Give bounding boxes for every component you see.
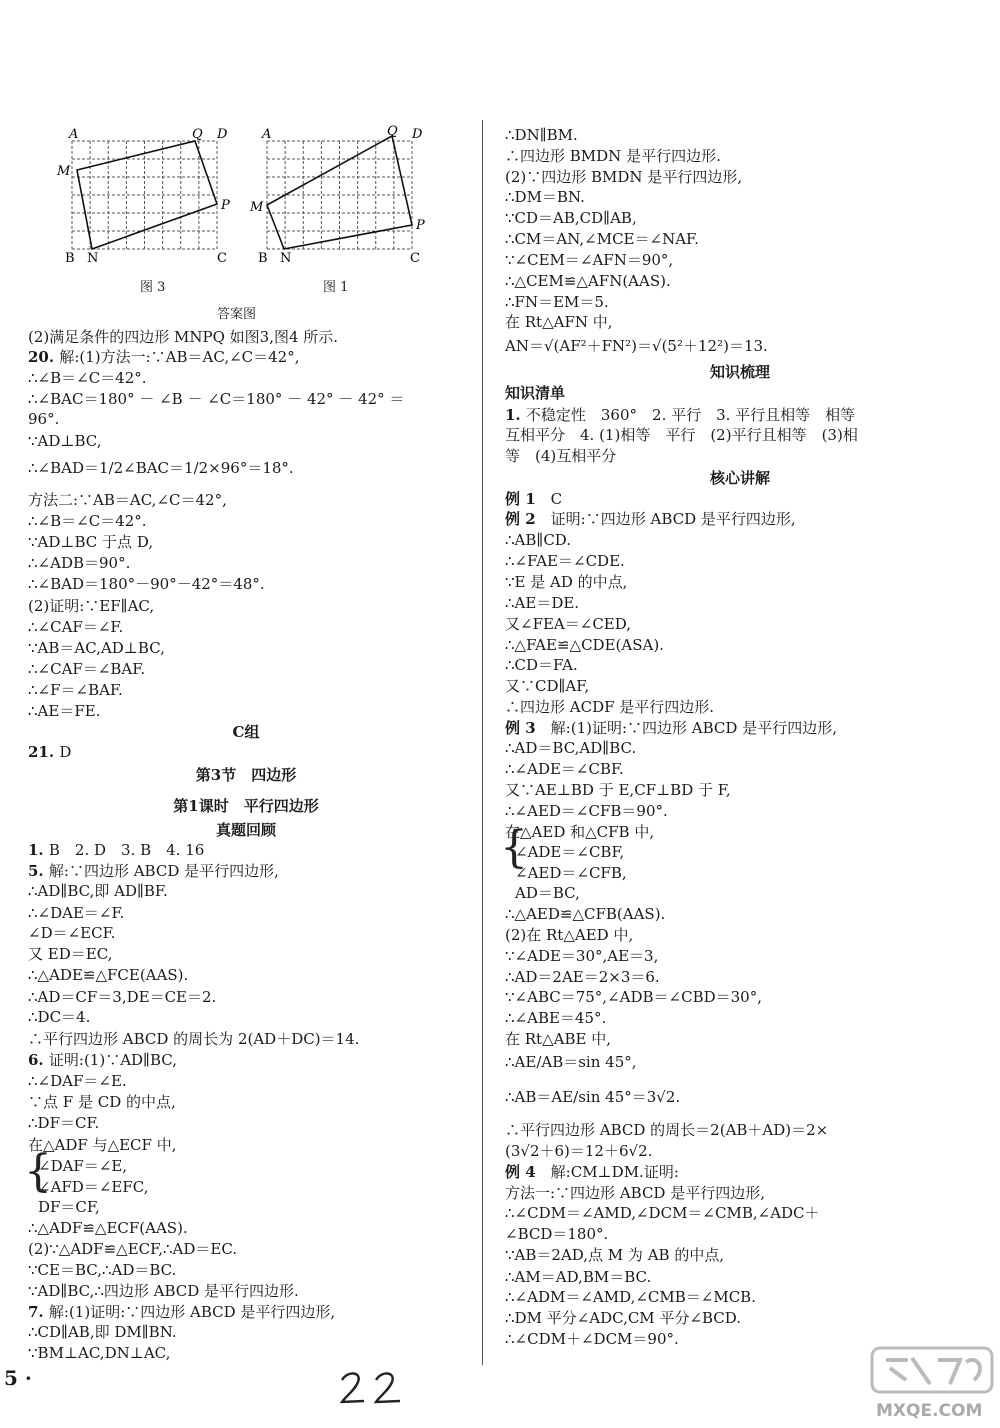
- answer-figure-caption: 答案图: [217, 307, 257, 322]
- left-line: ∴∠BAD＝1/2∠BAC＝1/2×96°＝18°.: [28, 459, 294, 477]
- right-line: (3√2＋6)＝12＋6√2.: [505, 1142, 653, 1160]
- label-M: M: [57, 164, 71, 179]
- left-line: ∴∠CAF＝∠BAF.: [28, 660, 146, 678]
- left-line: ∴∠BAC＝180° － ∠B － ∠C＝180° － 42° － 42° ＝: [28, 390, 405, 408]
- label-A: A: [69, 127, 79, 142]
- grid-figure-3-svg: [55, 125, 245, 265]
- right-line: ∴△CEM≌△AFN(AAS).: [505, 272, 671, 290]
- left-line: ∴∠BAD＝180°－90°－42°＝48°.: [28, 575, 265, 593]
- right-line: ∴CD＝FA.: [505, 656, 578, 674]
- right-line: 例 1 C: [505, 490, 563, 508]
- handwritten-note: [338, 1368, 418, 1408]
- item-number: 1.: [505, 406, 526, 424]
- label-N: N: [87, 251, 99, 265]
- right-line: 例 2 证明:∵四边形 ABCD 是平行四边形,: [505, 510, 796, 528]
- right-line: 在△AED 和△CFB 中,: [505, 823, 655, 841]
- right-line: 例 4 解:CM⊥DM.证明:: [505, 1163, 679, 1181]
- right-line: 又∵CD∥AF,: [505, 677, 590, 695]
- left-line: ∴AD＝CF＝3,DE＝CE＝2.: [28, 988, 217, 1006]
- right-line: 知识梳理: [709, 363, 770, 381]
- right-line: ∴△AED≌△CFB(AAS).: [505, 905, 666, 923]
- label-P: P: [221, 198, 230, 213]
- right-line: (2)在 Rt△AED 中,: [505, 926, 634, 944]
- left-line: ∴DF＝CF.: [28, 1114, 100, 1132]
- right-line: 又∵AE⊥BD 于 E,CF⊥BD 于 F,: [505, 781, 731, 799]
- right-line: 互相平分 4. (1)相等 平行 (2)平行且相等 (3)相: [505, 426, 858, 444]
- label-Q: Q: [387, 125, 398, 139]
- right-line: ∴CM＝AN,∠MCE＝∠NAF.: [505, 230, 699, 248]
- right-line: ∠ADE＝∠CBF,: [515, 843, 625, 861]
- right-line: ∴DM 平分∠ADC,CM 平分∠BCD.: [505, 1309, 742, 1327]
- item-number: 例 1: [505, 490, 536, 508]
- left-line: ∠AFD＝∠EFC,: [38, 1178, 149, 1196]
- left-line: (2)满足条件的四边形 MNPQ 如图3,图4 所示.: [28, 328, 339, 346]
- left-line: ∴∠B＝∠C＝42°.: [28, 369, 147, 387]
- left-line: ∵AD⊥BC 于点 D,: [28, 533, 154, 551]
- right-line: ∴平行四边形 ABCD 的周长＝2(AB＋AD)＝2×: [505, 1121, 829, 1139]
- left-line: 真题回顾: [215, 821, 276, 839]
- label-D: D: [412, 127, 423, 142]
- left-line: 方法二:∵AB＝AC,∠C＝42°,: [28, 491, 227, 509]
- left-line: 21. D: [28, 743, 72, 761]
- right-line: ∴∠ABE＝45°.: [505, 1009, 607, 1027]
- right-line: ∴AM＝AD,BM＝BC.: [505, 1268, 652, 1286]
- right-line: ∴FN＝EM＝5.: [505, 293, 609, 311]
- label-C: C: [410, 251, 420, 265]
- right-line: 例 3 解:(1)证明:∵四边形 ABCD 是平行四边形,: [505, 719, 837, 737]
- right-line: ∴∠FAE＝∠CDE.: [505, 552, 625, 570]
- right-line: ∴AD＝2AE＝2×3＝6.: [505, 968, 660, 986]
- right-line: 又∠FEA＝∠CED,: [505, 615, 632, 633]
- item-number: 例 3: [505, 719, 536, 737]
- label-B: B: [258, 251, 268, 265]
- right-line: ∴四边形 BMDN 是平行四边形.: [505, 147, 721, 165]
- left-line: C组: [232, 723, 260, 741]
- grid-figure-3: [55, 125, 245, 265]
- right-line: ∵CD＝AB,CD∥AB,: [505, 209, 637, 227]
- right-line: 方法一:∵四边形 ABCD 是平行四边形,: [505, 1184, 765, 1202]
- right-line: ∴∠CDM＋∠DCM＝90°.: [505, 1330, 679, 1348]
- left-line: ∵AB＝AC,AD⊥BC,: [28, 639, 165, 657]
- right-line: ∴AE/AB＝sin 45°,: [505, 1053, 637, 1071]
- watermark-text: MXQE.COM: [876, 1401, 983, 1421]
- item-number: 7.: [28, 1303, 49, 1321]
- right-line: 知识清单: [505, 384, 566, 402]
- left-line: 20. 解:(1)方法一:∵AB＝AC,∠C＝42°,: [28, 348, 300, 366]
- left-line: ∴∠DAF＝∠E.: [28, 1072, 127, 1090]
- left-line: DF＝CF,: [38, 1198, 100, 1216]
- left-line: ∵点 F 是 CD 的中点,: [28, 1093, 176, 1111]
- label-D: D: [217, 127, 228, 142]
- right-line: ∴DM＝BN.: [505, 188, 585, 206]
- right-line: 核心讲解: [709, 469, 770, 487]
- right-line: ∴四边形 ACDF 是平行四边形.: [505, 698, 715, 716]
- right-line: ∴△FAE≌△CDE(ASA).: [505, 636, 664, 654]
- left-line: ∴△ADF≌△ECF(AAS).: [28, 1219, 188, 1237]
- left-line: 6. 证明:(1)∵AD∥BC,: [28, 1051, 177, 1069]
- left-line: 又 ED＝EC,: [28, 945, 113, 963]
- fig-caption-3: 图 3: [140, 280, 166, 295]
- left-line: ∴∠F＝∠BAF.: [28, 681, 123, 699]
- left-line: ∠D＝∠ECF.: [28, 924, 116, 942]
- right-line: 在 Rt△ABE 中,: [505, 1030, 611, 1048]
- right-line: (2)∵四边形 BMDN 是平行四边形,: [505, 168, 743, 186]
- right-line: ∴AB＝AE/sin 45°＝3√2.: [505, 1088, 681, 1106]
- left-line: ∵CE＝BC,∴AD＝BC.: [28, 1261, 177, 1279]
- left-line: 第1课时 平行四边形: [173, 797, 319, 815]
- left-line: 96°.: [28, 410, 60, 428]
- right-line: ∴AE＝DE.: [505, 594, 580, 612]
- right-line: ∴AB∥CD.: [505, 531, 572, 549]
- right-line: ∴∠ADE＝∠CBF.: [505, 760, 624, 778]
- left-line: ∴DC＝4.: [28, 1008, 91, 1026]
- left-line: 第3节 四边形: [195, 766, 297, 784]
- left-line: ∴平行四边形 ABCD 的周长为 2(AD＋DC)＝14.: [28, 1030, 360, 1048]
- label-A: A: [262, 127, 272, 142]
- item-number: 5.: [28, 862, 49, 880]
- right-line: 等 (4)互相平分: [505, 447, 617, 465]
- left-line: ∴CD∥AB,即 DM∥BN.: [28, 1323, 177, 1341]
- left-line: ∴∠ADB＝90°.: [28, 554, 131, 572]
- right-line: ∴∠ADM＝∠AMD,∠CMB＝∠MCB.: [505, 1288, 756, 1306]
- label-M: M: [250, 200, 264, 215]
- right-line: ∠BCD＝180°.: [505, 1225, 609, 1243]
- left-line: 7. 解:(1)证明:∵四边形 ABCD 是平行四边形,: [28, 1303, 336, 1321]
- equation-brace: {: [500, 822, 528, 873]
- left-line: ∴∠B＝∠C＝42°.: [28, 512, 147, 530]
- grid-figure-1: [250, 125, 440, 265]
- left-line: 5. 解:∵四边形 ABCD 是平行四边形,: [28, 862, 279, 880]
- item-number: 1.: [28, 841, 49, 859]
- right-line: AD＝BC,: [515, 884, 580, 902]
- label-P: P: [416, 218, 425, 233]
- left-line: 1. B 2. D 3. B 4. 16: [28, 841, 205, 859]
- left-line: ∴AE＝FE.: [28, 702, 101, 720]
- grid-figure-1-svg: [250, 125, 440, 265]
- right-line: 1. 不稳定性 360° 2. 平行 3. 平行且相等 相等: [505, 406, 856, 424]
- right-line: ∵AB＝2AD,点 M 为 AB 的中点,: [505, 1246, 725, 1264]
- left-line: ∵AD⊥BC,: [28, 432, 102, 450]
- item-number: 20.: [28, 348, 60, 366]
- right-line: ∵E 是 AD 的中点,: [505, 573, 628, 591]
- right-line: ∵∠ABC＝75°,∠ADB＝∠CBD＝30°,: [505, 988, 762, 1006]
- item-number: 21.: [28, 743, 60, 761]
- left-line: (2)证明:∵EF∥AC,: [28, 597, 155, 615]
- left-line: ∠DAF＝∠E,: [38, 1157, 128, 1175]
- item-number: 例 4: [505, 1163, 536, 1181]
- left-line: ∵BM⊥AC,DN⊥AC,: [28, 1344, 171, 1362]
- column-divider: [482, 120, 483, 1365]
- label-C: C: [217, 251, 227, 265]
- item-number: 例 2: [505, 510, 536, 528]
- equation-brace: {: [24, 1146, 52, 1197]
- right-line: ∵∠CEM＝∠AFN＝90°,: [505, 251, 674, 269]
- right-line: ∴DN∥BM.: [505, 126, 578, 144]
- right-line: ∠AED＝∠CFB,: [515, 864, 627, 882]
- right-line: ∵∠ADE＝30°,AE＝3,: [505, 947, 659, 965]
- label-B: B: [65, 251, 75, 265]
- right-line: ∴AD＝BC,AD∥BC.: [505, 739, 637, 757]
- left-line: ∵AD∥BC,∴四边形 ABCD 是平行四边形.: [28, 1282, 299, 1300]
- item-number: 6.: [28, 1051, 49, 1069]
- left-line: (2)∵△ADF≌△ECF,∴AD＝EC.: [28, 1240, 238, 1258]
- fig-caption-1: 图 1: [323, 280, 349, 295]
- left-line: ∴AD∥BC,即 AD∥BF.: [28, 882, 168, 900]
- right-line: ∴∠CDM＝∠AMD,∠DCM＝∠CMB,∠ADC＋: [505, 1204, 820, 1222]
- left-line: 在△ADF 与△ECF 中,: [28, 1136, 177, 1154]
- right-line: 在 Rt△AFN 中,: [505, 313, 613, 331]
- right-line: ∴∠AED＝∠CFB＝90°.: [505, 802, 668, 820]
- left-line: ∴△ADE≌△FCE(AAS).: [28, 966, 189, 984]
- right-line: AN＝√(AF²＋FN²)＝√(5²＋12²)＝13.: [505, 337, 768, 355]
- left-line: ∴∠DAE＝∠F.: [28, 904, 125, 922]
- watermark-logo: [868, 1340, 996, 1422]
- left-line: ∴∠CAF＝∠F.: [28, 618, 124, 636]
- label-Q: Q: [192, 127, 203, 142]
- label-N: N: [280, 251, 292, 265]
- page-number: 5 ·: [4, 1366, 32, 1390]
